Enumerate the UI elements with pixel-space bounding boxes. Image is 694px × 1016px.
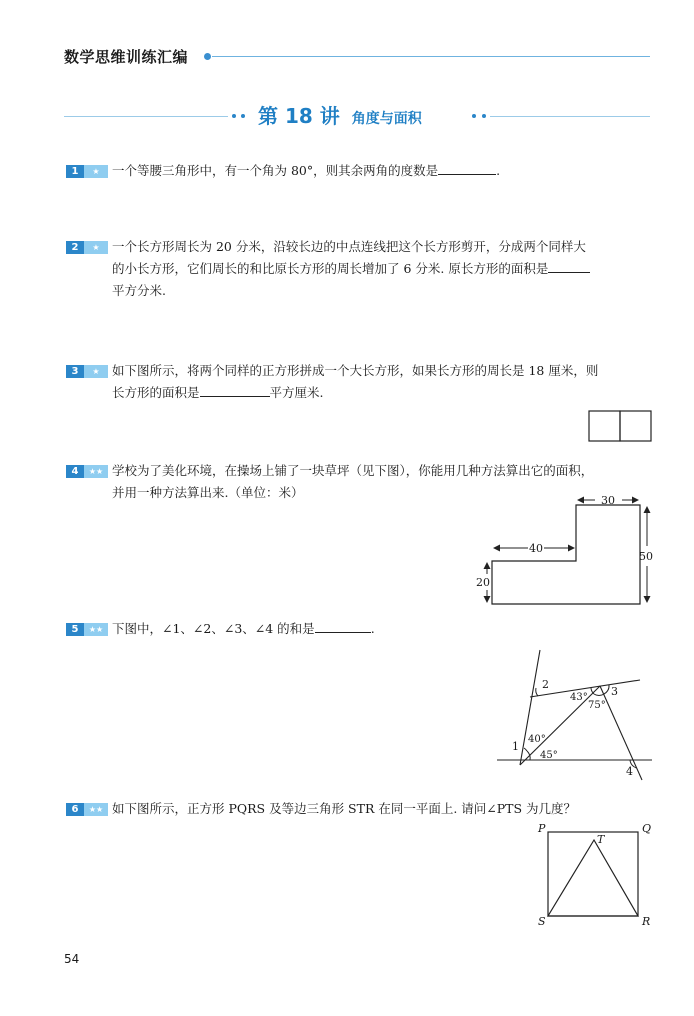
angle-arc — [591, 688, 594, 694]
question-line: 的小长方形，它们周长的和比原长方形的周长增加了 6 分米. 原长方形的面积是 — [112, 261, 549, 276]
question-number: 2 — [66, 241, 84, 254]
square-triangle-figure — [530, 820, 660, 930]
page-number: 54 — [64, 952, 80, 966]
two-squares-figure — [588, 410, 652, 442]
angle-arc — [594, 694, 604, 696]
dim-label: 30 — [601, 494, 615, 507]
question-line: 如下图所示，将两个同样的正方形拼成一个大长方形，如果长方形的周长是 18 厘米，则 — [112, 363, 599, 378]
angle-value: 45° — [540, 750, 558, 761]
answer-blank — [438, 160, 496, 175]
angle-value: 75° — [588, 700, 606, 711]
question-badge — [66, 165, 108, 178]
question-line: 一个等腰三角形中，有一个角为 80°，则其余两角的度数是 — [112, 163, 439, 178]
angle-arc — [604, 685, 609, 694]
angle-label: 1 — [512, 740, 519, 753]
difficulty-stars: ★ — [84, 165, 108, 178]
angles-figure — [490, 645, 660, 785]
vertex-label: R — [642, 915, 651, 928]
angle-arc — [527, 751, 530, 760]
angle-value: 43° — [570, 692, 588, 703]
question-line: 平方分米. — [112, 283, 166, 298]
angle-label: 3 — [611, 685, 618, 698]
answer-blank — [315, 618, 371, 633]
difficulty-stars: ★ — [84, 365, 108, 378]
question-line: 下图中，∠1、∠2、∠3、∠4 的和是 — [112, 621, 315, 636]
question-line: . — [370, 621, 375, 636]
dim-label: 50 — [639, 550, 653, 563]
lesson-dot — [472, 114, 476, 118]
question-number: 4 — [66, 465, 84, 478]
question-number: 6 — [66, 803, 84, 816]
square-left — [589, 411, 620, 441]
question-badge — [66, 365, 108, 378]
question-badge — [66, 465, 108, 478]
angle-arc — [524, 748, 527, 751]
question-badge — [66, 623, 108, 636]
question-badge — [66, 241, 108, 254]
question-number: 1 — [66, 165, 84, 178]
answer-blank — [548, 258, 590, 273]
triangle-str — [548, 840, 638, 916]
lesson-title — [258, 100, 422, 129]
right-line — [600, 686, 642, 780]
square-right — [620, 411, 651, 441]
question-line: 学校为了美化环境，在操场上铺了一块草坪（见下图），你能用几种方法算出它的面积， — [112, 463, 594, 478]
dim-label: 20 — [476, 576, 490, 589]
question-line: 并用一种方法算出来.（单位：米） — [112, 485, 304, 500]
question-line: 长方形的面积是 — [112, 385, 200, 400]
answer-blank — [200, 382, 270, 397]
question-text — [112, 360, 598, 404]
question-line: . — [496, 163, 501, 178]
header-dot — [204, 53, 211, 60]
lawn-shape — [492, 505, 640, 604]
dim-label: 40 — [529, 542, 543, 555]
question-number: 3 — [66, 365, 84, 378]
lesson-dot — [482, 114, 486, 118]
question-text — [112, 798, 576, 820]
lesson-rule-left — [64, 116, 228, 117]
question-line: 一个长方形周长为 20 分米，沿较长边的中点连线把这个长方形剪开，分成两个同样大 — [112, 239, 586, 254]
difficulty-stars: ★★ — [84, 803, 108, 816]
vertex-label: S — [538, 915, 546, 928]
question-text — [112, 618, 375, 640]
question-number: 5 — [66, 623, 84, 636]
vertex-label: T — [597, 833, 605, 846]
angle-arc — [536, 688, 538, 696]
angle-label: 2 — [542, 678, 549, 691]
lawn-figure — [470, 490, 660, 610]
question-text — [112, 236, 590, 302]
question-badge — [66, 803, 108, 816]
angle-label: 4 — [626, 765, 633, 778]
lesson-topic: 角度与面积 — [351, 111, 422, 127]
vertex-label: Q — [642, 822, 652, 835]
header-rule — [212, 56, 650, 57]
square-pqrs — [548, 832, 638, 916]
angle-value: 40° — [528, 734, 546, 745]
lesson-dot — [232, 114, 236, 118]
lesson-rule-right — [490, 116, 650, 117]
lesson-dot — [241, 114, 245, 118]
vertex-label: P — [538, 822, 546, 835]
difficulty-stars: ★★ — [84, 465, 108, 478]
question-text — [112, 160, 500, 182]
question-line: 平方厘米. — [269, 385, 324, 400]
question-line: 如下图所示，正方形 PQRS 及等边三角形 STR 在同一平面上. 请问∠PTS 为几度？ — [112, 801, 577, 816]
difficulty-stars: ★★ — [84, 623, 108, 636]
book-title: 数学思维训练汇编 — [64, 48, 189, 66]
difficulty-stars: ★ — [84, 241, 108, 254]
lesson-number: 第 18 讲 — [258, 104, 340, 128]
